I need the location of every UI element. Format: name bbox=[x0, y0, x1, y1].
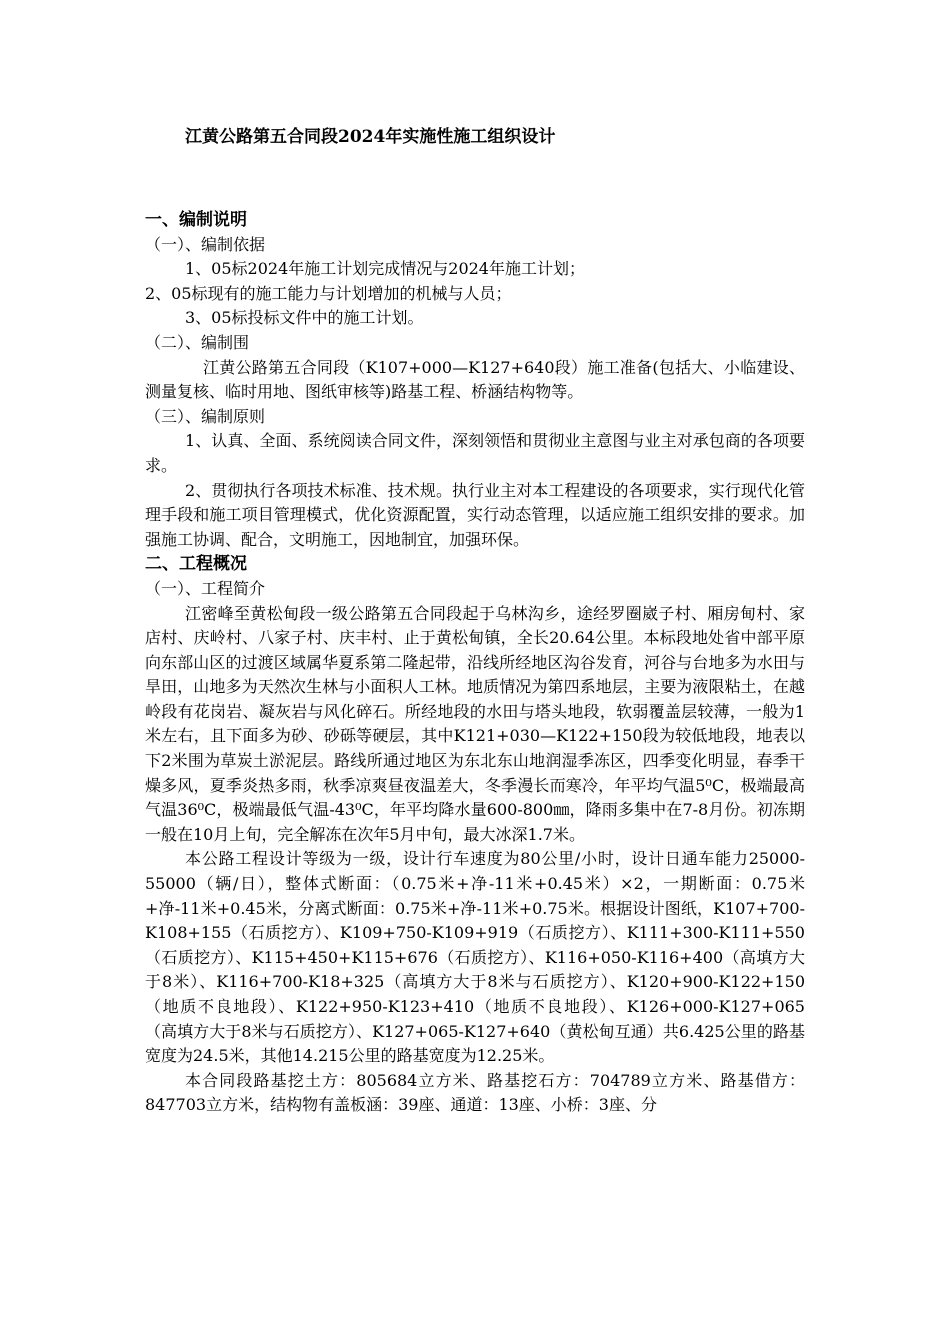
subsection-heading-1-3: （三）、编制原则 bbox=[145, 406, 266, 426]
document-title: 江黄公路第五合同段2024年实施性施工组织设计 bbox=[185, 127, 556, 147]
paragraph: 江黄公路第五合同段（K107+000—K127+640段）施工准备(包括大、小临建设、测量复核、临时用地、图纸审核等)路基工程、桥涵结构物等。 bbox=[145, 357, 805, 402]
paragraph: 本公路工程设计等级为一级，设计行车速度为80公里/小时，设计日通车能力25000-55000（辆/日），整体式断面：（0.75米+净-11米+0.45米）×2，一期断面：0.75米+净-11米+0.45米，分离式断面：0.75米+净-11米+0.75米。根据设计图纸，K107+700-K108+155（石质挖方）、K109+750-K109+919（石质挖方）、K111+300-K111+550（石质挖方）、K115+450+K115+676（石质挖方）、K116+050-K116+400（高填方大于8米）、K116+700-K18+325（高填方大于8米与石质挖方）、K120+900-K122+150（地质不良地段）、K122+950-K123+410（地质不良地段）、K126+000-K127+065（高填方大于8米与石质挖方）、K127+065-K127+640（黄松甸互通）共6.425公里的路基宽度为24.5米，其他14.215公里的路基宽度为12.25米。 bbox=[145, 849, 805, 1066]
paragraph: 本合同段路基挖土方：805684立方米、路基挖石方：704789立方米、路基借方：847703立方米，结构物有盖板涵：39座、通道：13座、小桥：3座、分 bbox=[145, 1070, 805, 1115]
section-heading-2: 二、工程概况 bbox=[145, 554, 247, 575]
list-item: 1、05标2024年施工计划完成情况与2024年施工计划； bbox=[185, 259, 585, 279]
subsection-heading-1-2: （二）、编制围 bbox=[145, 332, 250, 352]
document-body bbox=[145, 124, 805, 1118]
subsection-heading-2-1: （一）、工程简介 bbox=[145, 578, 266, 598]
paragraph: 江密峰至黄松甸段一级公路第五合同段起于乌林沟乡，途经罗圈崴子村、厢房甸村、家店村、庆岭村、八家子村、庆丰村、止于黄松甸镇，全长20.64公里。本标段地处省中部平原向东部山区的过渡区域属华夏系第二隆起带，沿线所经地区沟谷发育，河谷与台地多为水田与旱田，山地多为天然次生林与小面积人工林。地质情况为第四系地层，主要为液限粘土，在越岭段有花岗岩、凝灰岩与风化碎石。所经地段的水田与塔头地段，软弱覆盖层较薄，一般为1米左右，且下面多为砂、砂砾等硬层，其中K121+030—K122+150段为较低地段，地表以下2米围为草炭土淤泥层。路线所通过地区为东北东山地润湿季冻区，四季变化明显，春季干燥多风，夏季炎热多雨，秋季凉爽昼夜温差大，冬季漫长而寒冷，年平均气温5⁰C，极端最高气温36⁰C，极端最低气温-43⁰C，年平均降水量600-800㎜，降雨多集中在7-8月份。初冻期一般在10月上旬，完全解冻在次年5月中旬，最大冰深1.7米。 bbox=[145, 603, 805, 844]
list-item: 1、认真、全面、系统阅读合同文件，深刻领悟和贯彻业主意图与业主对承包商的各项要求。 bbox=[145, 431, 805, 475]
section-heading-1: 一、编制说明 bbox=[145, 210, 247, 230]
subsection-heading-1-1: （一）、编制依据 bbox=[145, 234, 266, 254]
list-item: 2、05标现有的施工能力与计划增加的机械与人员； bbox=[145, 283, 512, 303]
list-item: 3、05标投标文件中的施工计划。 bbox=[185, 308, 424, 328]
list-item: 2、贯彻执行各项技术标准、技术规。执行业主对本工程建设的各项要求，实行现代化管理手段和施工项目管理模式，优化资源配置，实行动态管理，以适应施工组织安排的要求。加强施工协调、配合，文明施工，因地制宜，加强环保。 bbox=[145, 480, 805, 549]
